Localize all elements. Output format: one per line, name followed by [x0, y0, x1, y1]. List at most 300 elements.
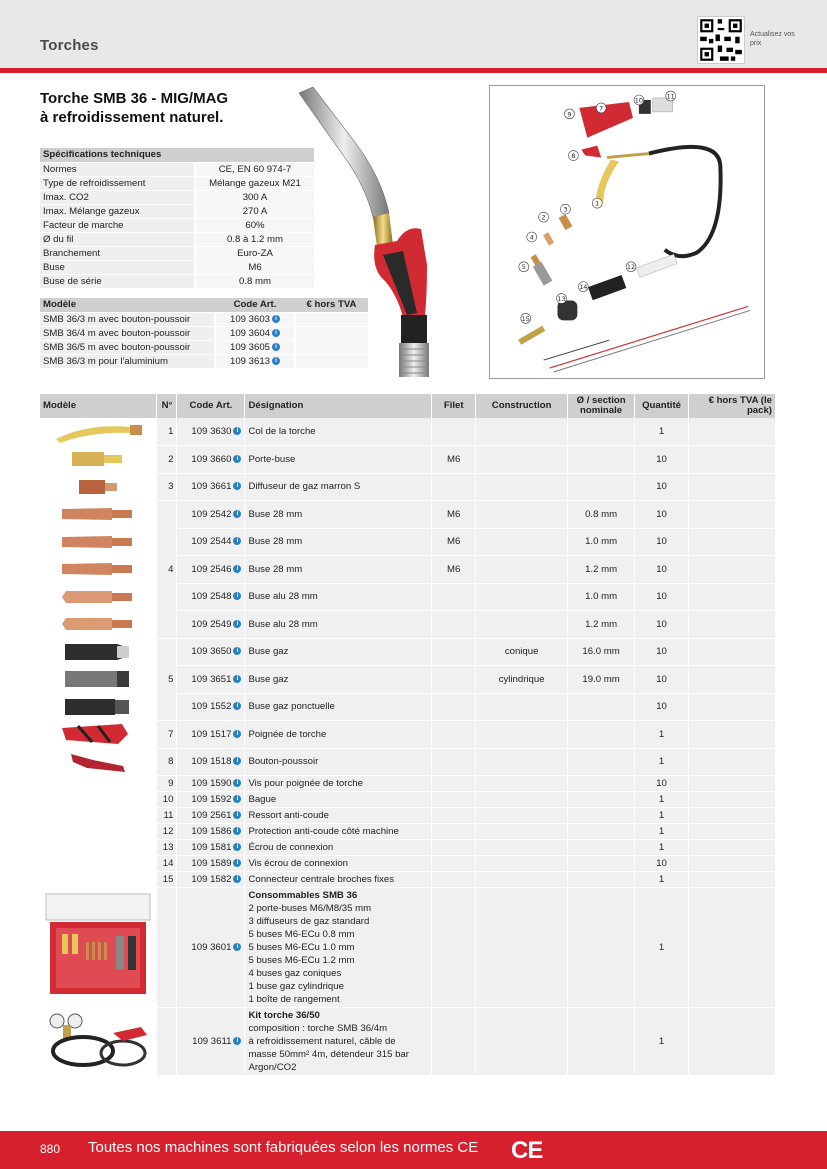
table-row — [40, 791, 776, 807]
spec-value: 300 A — [195, 190, 314, 204]
kit-description — [245, 1007, 432, 1075]
product-title-line2: à refroidissement naturel. — [40, 109, 224, 126]
page-footer — [0, 1131, 827, 1169]
part-image — [40, 791, 157, 807]
footer-text: Toutes nos machines sont fabriquées selon les normes CE — [88, 1139, 479, 1156]
kit-line: 2 porte-buses M6/M8/35 mm — [248, 902, 372, 914]
kit-line: 5 buses M6-ECu 0.8 mm — [248, 928, 355, 940]
table-row — [40, 473, 776, 500]
spec-value: 0.8 à 1.2 mm — [195, 232, 314, 246]
part-code[interactable] — [177, 638, 245, 665]
part-construction — [476, 693, 568, 720]
part-construction — [476, 887, 568, 1007]
part-designation: Diffuseur de gaz marron S — [245, 473, 432, 500]
diagram-label: 10 — [634, 96, 644, 105]
table-row — [40, 693, 776, 720]
code-text[interactable]: 109 3651 — [191, 673, 232, 685]
col-header-price: € hors TVA (le pack) — [689, 394, 776, 418]
col-header-section: Ø / section nominale — [568, 394, 635, 418]
part-no: 1 — [157, 418, 177, 445]
part-filet — [432, 665, 476, 693]
part-construction: cylindrique — [476, 665, 568, 693]
part-qty: 10 — [635, 855, 689, 871]
part-price — [689, 445, 776, 473]
part-section: 19.0 mm — [568, 665, 635, 693]
part-no: 14 — [157, 855, 177, 871]
part-section — [568, 807, 635, 823]
col-header-construction: Construction — [476, 394, 568, 418]
part-section — [568, 791, 635, 807]
part-image — [40, 418, 157, 445]
part-section — [568, 473, 635, 500]
part-price — [689, 823, 776, 839]
part-code[interactable] — [177, 887, 245, 1007]
info-icon[interactable]: i — [233, 620, 241, 628]
part-filet — [432, 791, 476, 807]
spec-value: 0.8 mm — [195, 274, 314, 288]
code-text[interactable]: 109 2561 — [191, 809, 232, 821]
code-text[interactable]: 109 3605 — [229, 341, 270, 353]
product-title-line1: Torche SMB 36 - MIG/MAG — [40, 90, 229, 107]
part-filet — [432, 418, 476, 445]
code-text[interactable]: 109 1552 — [191, 701, 232, 712]
part-price — [689, 775, 776, 791]
part-code[interactable] — [177, 720, 245, 748]
kit-line: 1 boîte de rangement — [248, 993, 340, 1005]
part-code[interactable] — [177, 445, 245, 473]
part-qty: 1 — [635, 871, 689, 887]
part-construction — [476, 473, 568, 500]
spec-value: Euro-ZA — [195, 246, 314, 260]
code-text[interactable]: 109 2544 — [191, 536, 232, 547]
diagram-label: 3 — [563, 205, 568, 214]
code-text[interactable]: 109 1589 — [191, 857, 232, 869]
part-designation: Buse gaz — [245, 665, 432, 693]
part-image — [40, 638, 157, 665]
part-filet — [432, 807, 476, 823]
part-code[interactable] — [177, 665, 245, 693]
part-no: 2 — [157, 445, 177, 473]
table-row — [40, 839, 776, 855]
part-image — [40, 871, 157, 887]
part-construction — [476, 775, 568, 791]
part-no: 3 — [157, 473, 177, 500]
part-section: 1.0 mm — [568, 583, 635, 610]
part-filet — [432, 583, 476, 610]
part-designation: Vis écrou de connexion — [245, 855, 432, 871]
part-no: 5 — [157, 638, 177, 720]
part-code[interactable] — [177, 855, 245, 871]
part-filet — [432, 473, 476, 500]
part-filet — [432, 871, 476, 887]
header-red-bar — [0, 68, 827, 73]
part-no: 13 — [157, 839, 177, 855]
part-image — [40, 807, 157, 823]
part-code[interactable] — [177, 418, 245, 445]
code-text[interactable]: 109 2546 — [191, 563, 232, 575]
part-designation: Connecteur centrale broches fixes — [245, 871, 432, 887]
part-price — [689, 418, 776, 445]
part-qty: 1 — [635, 720, 689, 748]
part-code[interactable] — [177, 555, 245, 583]
part-qty: 1 — [635, 887, 689, 1007]
diagram-label: 15 — [521, 314, 530, 323]
model-code[interactable] — [215, 312, 295, 326]
spec-key: Buse — [40, 260, 195, 274]
part-filet: M6 — [432, 555, 476, 583]
kit-line: 1 buse gaz cylindrique — [248, 980, 344, 992]
part-price — [689, 791, 776, 807]
table-row — [40, 665, 776, 693]
info-icon[interactable]: i — [233, 565, 241, 573]
part-code[interactable] — [177, 839, 245, 855]
info-icon[interactable]: i — [233, 1037, 241, 1045]
spec-key: Facteur de marche — [40, 218, 195, 232]
info-icon[interactable]: i — [233, 592, 241, 600]
diagram-label: 9 — [567, 110, 572, 119]
part-code[interactable] — [177, 473, 245, 500]
code-text[interactable]: 109 1581 — [191, 841, 232, 853]
part-construction — [476, 791, 568, 807]
diagram-label: 12 — [626, 263, 636, 272]
part-construction — [476, 445, 568, 473]
model-name: SMB 36/3 m pour l'aluminium — [40, 354, 215, 368]
part-price — [689, 693, 776, 720]
spec-key: Imax. Mélange gazeux — [40, 204, 195, 218]
part-construction — [476, 807, 568, 823]
spec-value: Mélange gazeux M21 — [195, 176, 314, 190]
part-filet — [432, 855, 476, 871]
part-no: 7 — [157, 720, 177, 748]
info-icon[interactable]: i — [233, 647, 241, 655]
part-code[interactable] — [177, 823, 245, 839]
code-text[interactable]: 109 2542 — [191, 508, 232, 520]
part-no: 9 — [157, 775, 177, 791]
part-code[interactable] — [177, 791, 245, 807]
models-header-code: Code Art. — [215, 298, 295, 312]
part-price — [689, 855, 776, 871]
part-construction — [476, 855, 568, 871]
info-icon[interactable]: i — [233, 675, 241, 683]
info-icon[interactable]: i — [233, 795, 241, 803]
part-section — [568, 720, 635, 748]
table-row — [40, 583, 776, 610]
part-code[interactable] — [177, 610, 245, 638]
part-construction — [476, 528, 568, 555]
part-filet — [432, 720, 476, 748]
table-row — [40, 500, 776, 528]
part-no: 4 — [157, 500, 177, 638]
part-section: 0.8 mm — [568, 500, 635, 528]
info-icon[interactable]: i — [233, 427, 241, 435]
part-construction — [476, 871, 568, 887]
part-construction — [476, 418, 568, 445]
part-qty: 10 — [635, 693, 689, 720]
part-image — [40, 665, 157, 693]
code-text[interactable]: 109 3630 — [191, 425, 232, 437]
part-section: 1.0 mm — [568, 528, 635, 555]
part-qty: 10 — [635, 555, 689, 583]
part-designation: Ressort anti-coude — [245, 807, 432, 823]
part-construction — [476, 839, 568, 855]
part-filet — [432, 693, 476, 720]
part-designation: Buse gaz — [245, 638, 432, 665]
info-icon[interactable]: i — [272, 343, 280, 351]
col-header-code: Code Art. — [177, 394, 245, 418]
part-designation: Bouton-poussoir — [245, 748, 432, 775]
code-text[interactable]: 109 1592 — [191, 793, 232, 805]
part-filet: M6 — [432, 528, 476, 555]
info-icon[interactable]: i — [233, 827, 241, 835]
exploded-diagram — [489, 85, 765, 379]
part-price — [689, 887, 776, 1007]
diagram-label: 2 — [541, 213, 546, 222]
torch-image — [285, 85, 465, 385]
part-section — [568, 775, 635, 791]
part-designation: Bague — [245, 791, 432, 807]
col-header-no: N° — [157, 394, 177, 418]
col-header-qty: Quantité — [635, 394, 689, 418]
spec-key: Ø du fil — [40, 232, 195, 246]
model-name: SMB 36/3 m avec bouton-poussoir — [40, 312, 215, 326]
table-row — [40, 855, 776, 871]
kit-title: Consommables SMB 36 — [248, 889, 358, 901]
code-text[interactable]: 109 3611 — [192, 1035, 232, 1047]
table-row — [40, 871, 776, 887]
part-qty: 10 — [635, 583, 689, 610]
diagram-label: 1 — [595, 199, 600, 208]
part-price — [689, 839, 776, 855]
kit-title: Kit torche 36/50 — [248, 1009, 320, 1021]
qr-code-icon[interactable] — [697, 16, 745, 64]
part-image — [40, 839, 157, 855]
model-code[interactable] — [215, 354, 295, 368]
part-price — [689, 473, 776, 500]
info-icon[interactable]: i — [233, 510, 241, 518]
part-section — [568, 839, 635, 855]
part-designation: Buse alu 28 mm — [245, 583, 432, 610]
part-image — [40, 823, 157, 839]
models-header-price: € hors TVA — [295, 298, 368, 312]
model-code[interactable] — [215, 326, 295, 340]
part-section — [568, 418, 635, 445]
part-price — [689, 555, 776, 583]
part-designation: Buse 28 mm — [245, 528, 432, 555]
kit-case-image — [40, 887, 157, 1007]
part-code[interactable] — [177, 693, 245, 720]
spec-value: 270 A — [195, 204, 314, 218]
info-icon[interactable]: i — [272, 315, 280, 323]
diagram-label: 13 — [557, 294, 566, 303]
part-image — [40, 500, 157, 528]
part-qty: 1 — [635, 1007, 689, 1075]
part-qty: 10 — [635, 445, 689, 473]
part-code[interactable] — [177, 775, 245, 791]
part-filet — [432, 610, 476, 638]
part-code[interactable] — [177, 500, 245, 528]
info-icon[interactable]: i — [233, 943, 241, 951]
diagram-label: 14 — [579, 283, 588, 292]
part-section — [568, 823, 635, 839]
info-icon[interactable]: i — [233, 779, 241, 787]
code-text[interactable]: 109 1518 — [191, 756, 232, 767]
code-text[interactable]: 109 3613 — [229, 355, 270, 367]
table-row — [40, 823, 776, 839]
part-qty: 1 — [635, 791, 689, 807]
part-section — [568, 871, 635, 887]
part-code[interactable] — [177, 748, 245, 775]
part-filet — [432, 775, 476, 791]
code-text[interactable]: 109 1590 — [191, 777, 232, 789]
part-no: 15 — [157, 871, 177, 887]
part-designation: Buse 28 mm — [245, 500, 432, 528]
qr-caption: Actualisez vos prix — [750, 31, 795, 47]
info-icon[interactable]: i — [233, 730, 241, 738]
part-construction — [476, 720, 568, 748]
model-name: SMB 36/5 m avec bouton-poussoir — [40, 340, 215, 354]
spec-value: M6 — [195, 260, 314, 274]
code-text[interactable]: 109 3601 — [191, 941, 232, 953]
part-designation: Protection anti-coude côté machine — [245, 823, 432, 839]
part-code[interactable] — [177, 583, 245, 610]
part-no — [157, 887, 177, 1007]
code-text[interactable]: 109 3650 — [191, 646, 232, 657]
ce-mark-icon: CE — [511, 1137, 543, 1164]
part-price — [689, 1007, 776, 1075]
part-no: 10 — [157, 791, 177, 807]
model-code[interactable] — [215, 340, 295, 354]
part-qty: 1 — [635, 418, 689, 445]
table-row — [40, 528, 776, 555]
part-construction: conique — [476, 638, 568, 665]
part-price — [689, 748, 776, 775]
part-price — [689, 500, 776, 528]
part-designation: Buse 28 mm — [245, 555, 432, 583]
info-icon[interactable]: i — [233, 811, 241, 819]
part-section — [568, 855, 635, 871]
part-price — [689, 720, 776, 748]
part-image — [40, 693, 157, 720]
part-image — [40, 855, 157, 871]
info-icon[interactable]: i — [233, 875, 241, 883]
part-section — [568, 748, 635, 775]
part-filet — [432, 887, 476, 1007]
info-icon[interactable]: i — [233, 757, 241, 765]
info-icon[interactable]: i — [272, 329, 280, 337]
product-title — [40, 89, 270, 127]
part-section — [568, 1007, 635, 1075]
kit-line: masse 50mm² 4m, détendeur 315 bar — [248, 1048, 409, 1060]
code-text[interactable]: 109 1517 — [191, 728, 232, 740]
part-construction — [476, 555, 568, 583]
code-text[interactable]: 109 2548 — [191, 591, 232, 602]
part-construction — [476, 583, 568, 610]
part-image — [40, 748, 157, 775]
page-header — [0, 0, 827, 68]
part-image — [40, 473, 157, 500]
part-qty: 1 — [635, 839, 689, 855]
kit-line: composition : torche SMB 36/4m — [248, 1022, 388, 1034]
info-icon[interactable]: i — [233, 843, 241, 851]
code-text[interactable]: 109 1582 — [191, 873, 232, 885]
spec-header: Spécifications techniques — [40, 148, 314, 162]
part-image — [40, 445, 157, 473]
part-code[interactable] — [177, 528, 245, 555]
spec-value: 60% — [195, 218, 314, 232]
table-row — [40, 748, 776, 775]
part-price — [689, 610, 776, 638]
kit-description — [245, 887, 432, 1007]
part-filet — [432, 839, 476, 855]
diagram-label: 8 — [571, 152, 576, 161]
spec-table — [40, 148, 314, 289]
part-image — [40, 583, 157, 610]
part-image — [40, 610, 157, 638]
model-name: SMB 36/4 m avec bouton-poussoir — [40, 326, 215, 340]
kit-line: 4 buses gaz coniques — [248, 967, 342, 979]
info-icon[interactable]: i — [233, 859, 241, 867]
diagram-label: 11 — [666, 92, 675, 101]
code-text[interactable]: 109 3603 — [229, 313, 270, 325]
part-designation: Buse gaz ponctuelle — [245, 693, 432, 720]
part-qty: 10 — [635, 775, 689, 791]
table-row — [40, 445, 776, 473]
part-price — [689, 871, 776, 887]
part-construction — [476, 823, 568, 839]
page-number: 880 — [40, 1142, 61, 1156]
part-no: 8 — [157, 748, 177, 775]
part-qty: 1 — [635, 823, 689, 839]
part-code[interactable] — [177, 871, 245, 887]
code-text[interactable]: 109 3660 — [191, 453, 232, 465]
part-qty: 10 — [635, 473, 689, 500]
table-row — [40, 807, 776, 823]
col-header-designation: Désignation — [245, 394, 432, 418]
kit-torch-image — [40, 1007, 157, 1075]
part-price — [689, 638, 776, 665]
col-header-filet: Filet — [432, 394, 476, 418]
code-text[interactable]: 109 1586 — [191, 825, 232, 837]
info-icon[interactable]: i — [233, 702, 241, 710]
part-price — [689, 665, 776, 693]
code-text[interactable]: 109 3604 — [229, 327, 270, 339]
code-text[interactable]: 109 2549 — [191, 618, 232, 630]
spec-key: Normes — [40, 162, 195, 176]
code-text[interactable]: 109 3661 — [191, 481, 232, 492]
models-header-model: Modèle — [40, 298, 215, 312]
part-no — [157, 1007, 177, 1075]
table-row — [40, 1007, 776, 1075]
part-filet — [432, 1007, 476, 1075]
part-image — [40, 775, 157, 791]
part-designation: Col de la torche — [245, 418, 432, 445]
info-icon[interactable]: i — [233, 537, 241, 545]
info-icon[interactable]: i — [233, 482, 241, 490]
part-code[interactable] — [177, 807, 245, 823]
info-icon[interactable]: i — [233, 455, 241, 463]
kit-line: 5 buses M6-ECu 1.2 mm — [248, 954, 355, 966]
part-designation: Poignée de torche — [245, 720, 432, 748]
kit-line: 5 buses M6-ECu 1.0 mm — [248, 941, 355, 953]
info-icon[interactable]: i — [272, 357, 280, 365]
table-row — [40, 555, 776, 583]
diagram-label: 5 — [521, 263, 526, 272]
part-qty: 1 — [635, 748, 689, 775]
section-title: Torches — [40, 37, 99, 54]
part-code[interactable] — [177, 1007, 245, 1075]
part-designation: Vis pour poignée de torche — [245, 775, 432, 791]
part-qty: 10 — [635, 528, 689, 555]
